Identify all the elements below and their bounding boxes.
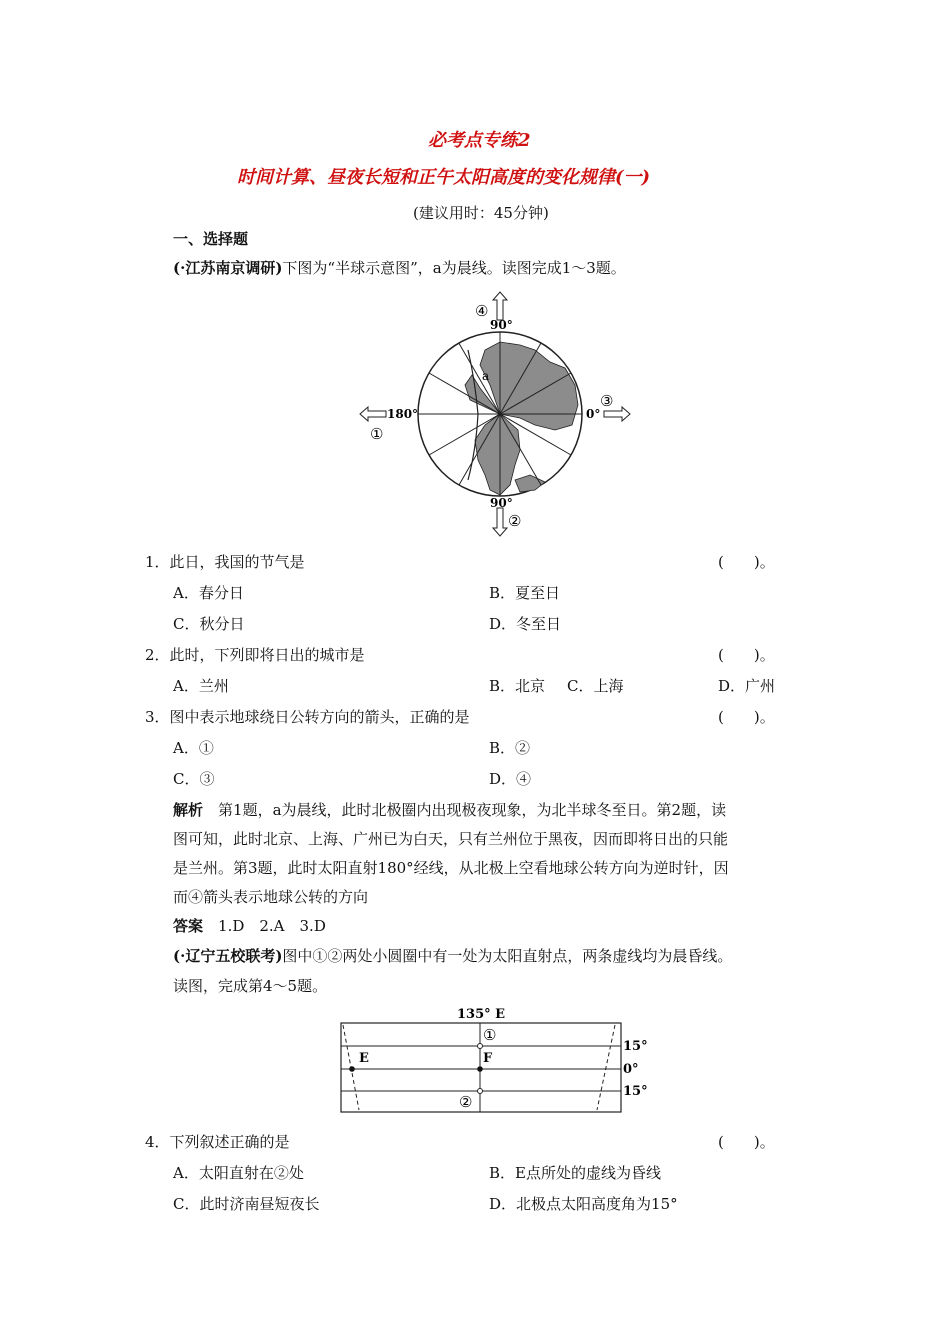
q1-blank: ( )。 <box>718 553 775 571</box>
top-latitude-label: 90° <box>490 318 513 332</box>
line-label-a: a <box>482 369 490 383</box>
q2-option-c[interactable]: C．上海 <box>567 677 624 695</box>
circle-2-label: ② <box>459 1093 473 1111</box>
circle-1-label: ① <box>483 1026 497 1044</box>
answer-text: 1.D 2.A 3.D <box>218 917 326 935</box>
arrow-up <box>475 292 513 332</box>
q4-option-b[interactable]: B．E点所处的虚线为昏线 <box>489 1164 661 1182</box>
group1-source: (·江苏南京调研) <box>173 259 283 277</box>
group2-intro-text: 图中①②两处小圆圈中有一处为太阳直射点，两条虚线均为晨昏线。 <box>282 947 733 965</box>
right-longitude-label: 0° <box>586 407 601 421</box>
analysis-label: 解析 <box>173 801 204 819</box>
q2-blank: ( )。 <box>718 646 775 664</box>
arrow-down-label: ② <box>508 512 522 530</box>
q4-option-a[interactable]: A．太阳直射在②处 <box>173 1164 304 1182</box>
q2-option-b[interactable]: B．北京 <box>489 677 546 695</box>
arrow-down <box>490 496 521 536</box>
q4-option-d[interactable]: D．北极点太阳高度角为15° <box>489 1195 678 1213</box>
meridian-label: 135° E <box>457 1007 506 1022</box>
bottom-latitude-label: 90° <box>490 496 513 510</box>
q2-option-a[interactable]: A．兰州 <box>173 677 229 695</box>
point-f-label: F <box>483 1051 493 1066</box>
q1-option-b[interactable]: B．夏至日 <box>489 584 561 602</box>
q4-blank: ( )。 <box>718 1133 775 1151</box>
q1-option-a[interactable]: A．春分日 <box>173 584 244 602</box>
q1-stem: 1．此日，我国的节气是 <box>145 553 305 571</box>
group2-source: (·辽宁五校联考) <box>173 947 283 965</box>
analysis-line-1 <box>173 799 726 820</box>
group2-intro-1 <box>173 945 732 966</box>
arrow-left-label: ① <box>370 425 384 443</box>
q3-option-b[interactable]: B．② <box>489 739 531 757</box>
arrow-right <box>586 392 630 421</box>
q3-option-d[interactable]: D．④ <box>489 770 532 788</box>
q1-option-c[interactable]: C．秋分日 <box>173 615 245 633</box>
left-longitude-label: 180° <box>387 407 419 421</box>
analysis-line-4: 而④箭头表示地球公转的方向 <box>173 888 369 906</box>
group1-intro <box>173 257 626 278</box>
group2-intro-2: 读图，完成第4～5题。 <box>173 977 328 995</box>
q4-stem: 4．下列叙述正确的是 <box>145 1133 290 1151</box>
lat-top-label: 15° <box>623 1039 648 1054</box>
circle-2-point <box>478 1089 483 1094</box>
q4-option-c[interactable]: C．此时济南昼短夜长 <box>173 1195 320 1213</box>
point-e-label: E <box>359 1051 369 1066</box>
group1-intro-text: 下图为“半球示意图”，a为晨线。读图完成1～3题。 <box>282 259 626 277</box>
q1-option-d[interactable]: D．冬至日 <box>489 615 562 633</box>
answer-line <box>173 915 326 936</box>
point-e <box>349 1066 355 1072</box>
time-note: (建议用时：45分钟) <box>413 204 549 222</box>
q3-option-a[interactable]: A．① <box>173 739 214 757</box>
circle-1-point <box>478 1044 483 1049</box>
arrow-right-label: ③ <box>600 392 614 410</box>
document-subtitle: 时间计算、昼夜长短和正午太阳高度的变化规律(一) <box>237 167 651 188</box>
lat-bottom-label: 15° <box>623 1084 648 1099</box>
grid-figure <box>335 1003 655 1118</box>
hemisphere-figure <box>350 290 640 545</box>
arrow-up-label: ④ <box>475 302 489 320</box>
analysis-line-3: 是兰州。第3题，此时太阳直射180°经线，从北极上空看地球公转方向为逆时针，因 <box>173 859 729 877</box>
document-title: 必考点专练2 <box>428 130 531 151</box>
point-f <box>477 1066 483 1072</box>
analysis-text-1: 第1题，a为晨线，此时北极圈内出现极夜现象，为北半球冬至日。第2题，读 <box>218 801 727 819</box>
q3-stem: 3．图中表示地球绕日公转方向的箭头，正确的是 <box>145 708 470 726</box>
section-title: 一、选择题 <box>173 230 249 248</box>
q3-option-c[interactable]: C．③ <box>173 770 215 788</box>
lat-mid-label: 0° <box>623 1062 639 1077</box>
analysis-line-2: 图可知，此时北京、上海、广州已为白天，只有兰州位于黑夜，因而即将日出的只能 <box>173 830 729 848</box>
arrow-left <box>360 407 418 443</box>
q2-stem: 2．此时，下列即将日出的城市是 <box>145 646 365 664</box>
q3-blank: ( )。 <box>718 708 775 726</box>
answer-label: 答案 <box>173 917 204 935</box>
q2-option-d[interactable]: D．广州 <box>718 677 776 695</box>
